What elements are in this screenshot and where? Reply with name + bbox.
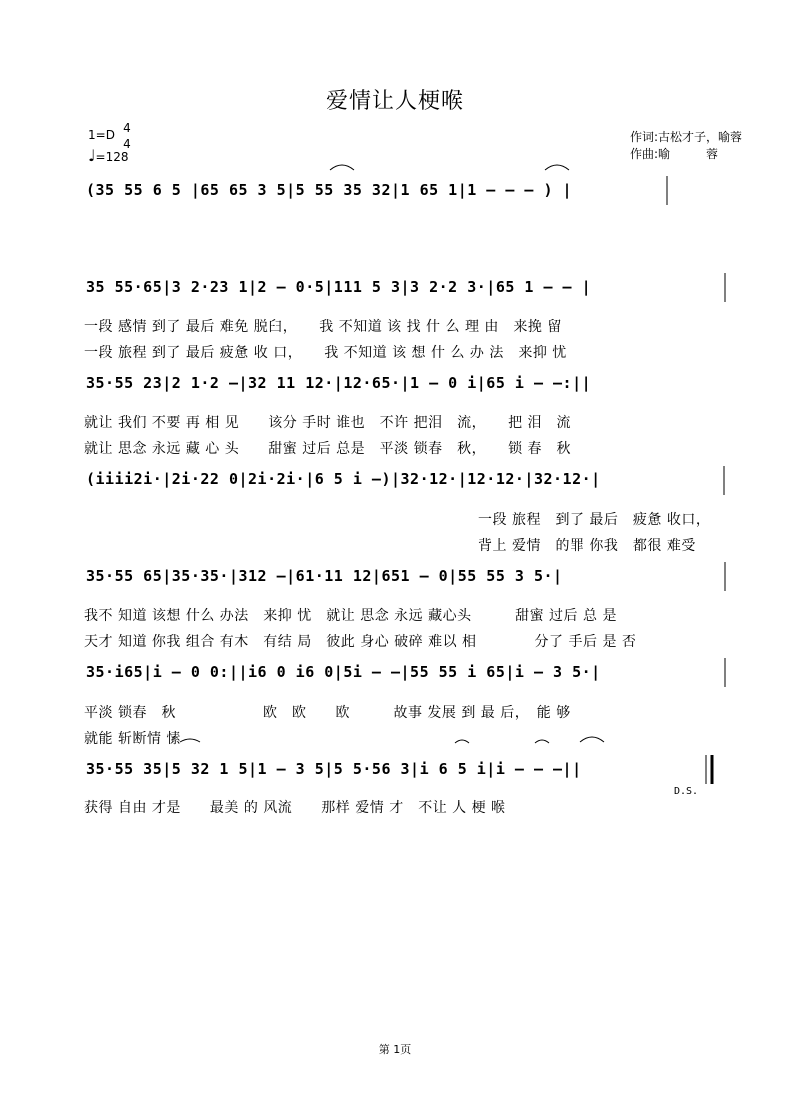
tie-mark — [580, 737, 604, 742]
system-6-lyric-verse-1: 平淡 锁春 秋 欧 欧 欧 故事 发展 到 最 后， 能 够 — [84, 705, 571, 721]
system-5-notes: 35·55 65|35·35·|312 –|61·11 12|651 – 0|55 55 3 5·| — [86, 567, 563, 585]
system-4-lyric-verse-1: 一段 旅程 到了 最后 疲惫 收口， — [478, 512, 711, 528]
tie-mark — [545, 165, 569, 170]
key-signature: 1=D — [88, 128, 115, 142]
system-5-lyric-verse-1: 我不 知道 该想 什么 办法 来抑 忧 就让 思念 永远 藏心头 甜蜜 过后 总 是 — [84, 608, 617, 624]
tie-mark — [535, 740, 549, 743]
system-4-notes: (iiii2i·|2i·22 0|2i·2i·|6 5 i –)|32·12·|12·12·|32·12·| — [86, 470, 601, 488]
tie-mark — [330, 165, 354, 170]
system-1-notes: (35 55 6 5 |65 65 3 5|5 55 35 32|1 65 1|1 – – – ) | — [86, 181, 573, 199]
song-title: 爱情让人梗喉 — [325, 89, 464, 114]
system-2-notes: 35 55·65|3 2·23 1|2 – 0·5|111 5 3|3 2·2 3·|65 1 – – | — [86, 278, 592, 296]
system-6-lyric-verse-2: 就能 斩断情 愫 — [84, 731, 181, 747]
tie-mark — [455, 740, 469, 743]
system-7-lyric-verse-1: 获得 自由 才是 最美 的 风流 那样 爱情 才 不让 人 梗 喉 — [84, 800, 506, 816]
system-7-notes: 35·55 35|5 32 1 5|1 – 3 5|5 5·56 3|i 6 5 i|i – – –|| — [86, 760, 582, 778]
system-3-lyric-verse-2: 就让 思念 永远 藏 心 头 甜蜜 过后 总是 平淡 锁春 秋， 锁 春 秋 — [84, 441, 572, 457]
system-3-notes: 35·55 23|2 1·2 –|32 11 12·|12·65·|1 – 0 i|65 i – –:|| — [86, 374, 592, 392]
time-signature-bottom: 4 — [123, 137, 131, 151]
composer-credit: 作曲:喻 蓉 — [630, 147, 719, 161]
system-5-lyric-verse-2: 天才 知道 你我 组合 有木 有结 局 彼此 身心 破碎 难以 相 分了 手后 是 否 — [84, 634, 637, 650]
time-signature-top: 4 — [123, 121, 131, 135]
system-2-lyric-verse-1: 一段 感情 到了 最后 难免 脱臼， 我 不知道 该 找 什 么 理 由 来挽 留 — [84, 319, 562, 335]
dal-segno-mark: D.S. — [674, 786, 699, 797]
system-3-lyric-verse-1: 就让 我们 不要 再 相 见 该分 手时 谁也 不许 把泪 流， 把 泪 流 — [84, 415, 572, 431]
system-2-lyric-verse-2: 一段 旅程 到了 最后 疲惫 收 口， 我 不知道 该 想 什 么 办 法 来抑 忧 — [84, 345, 567, 361]
quarter-note-icon: ♩ — [88, 146, 96, 165]
lyricist-credit: 作词:古松才子，喻蓉 — [630, 130, 743, 144]
system-4-lyric-verse-2: 背上 爱情 的罪 你我 都很 难受 — [478, 538, 696, 554]
system-6-notes: 35·i65|i – 0 0:||i6 0 i6 0|5i – –|55 55 i 65|i – 3 5·| — [86, 663, 601, 681]
tie-mark — [180, 739, 200, 742]
page-footer: 第 1页 — [378, 1043, 412, 1056]
tempo-value: =128 — [95, 150, 129, 164]
